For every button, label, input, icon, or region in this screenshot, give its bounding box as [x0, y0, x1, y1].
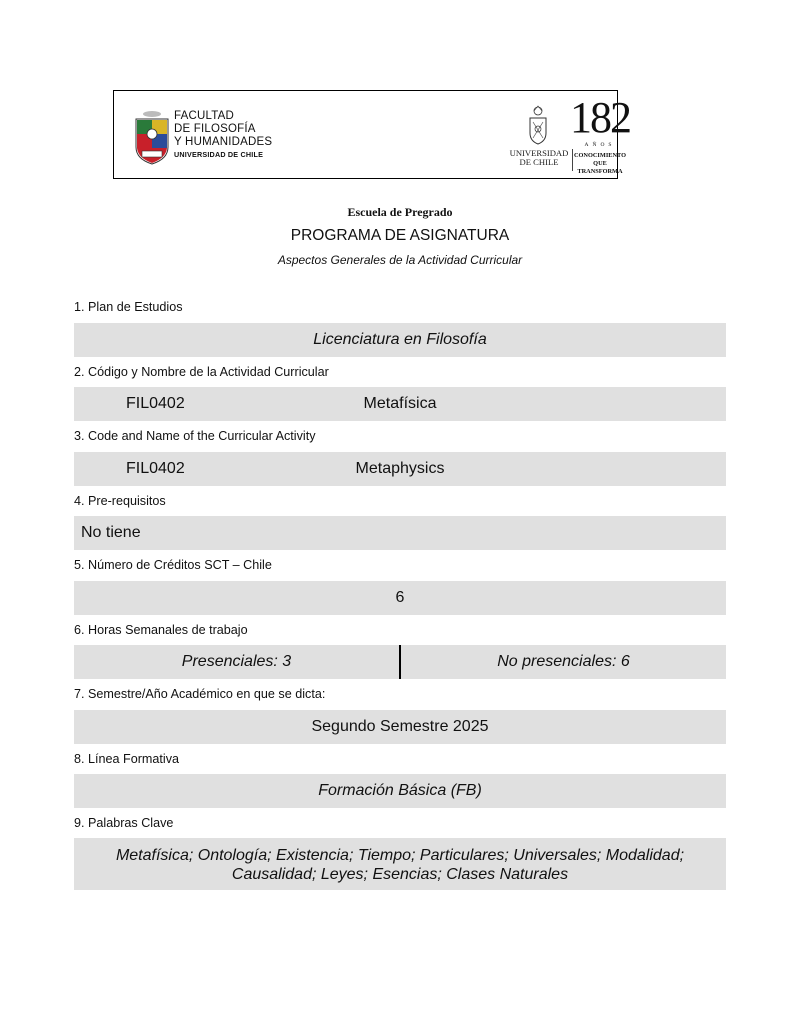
linea-value: Formación Básica (FB)	[318, 782, 482, 799]
anniversary-number: 182	[570, 93, 630, 142]
semestre-label: 7. Semestre/Año Académico en que se dicta:	[74, 687, 326, 701]
code-en-field	[74, 452, 726, 486]
horas-label: 6. Horas Semanales de trabajo	[74, 623, 248, 637]
plan-value: Licenciatura en Filosofía	[313, 331, 487, 348]
codigo-code: FIL0402	[126, 395, 185, 412]
uchile-wordmark	[506, 149, 572, 167]
prereq-value: No tiene	[81, 524, 141, 541]
anniversary-motto	[572, 152, 628, 176]
codigo-name: Metafísica	[363, 395, 437, 412]
school-name: Escuela de Pregrado	[347, 205, 453, 219]
semestre-field	[74, 710, 726, 744]
codigo-field	[74, 387, 726, 421]
anniversary-motto-line-2: QUE TRANSFORMA	[577, 160, 623, 175]
uchile-line-2: DE CHILE	[519, 157, 559, 167]
header-banner	[113, 90, 630, 179]
uchile-crest-logo	[527, 105, 549, 145]
linea-label: 8. Línea Formativa	[74, 752, 179, 766]
faculty-line-2: DE FILOSOFÍA	[174, 123, 256, 135]
code-en-code: FIL0402	[126, 460, 185, 477]
faculty-university: UNIVERSIDAD DE CHILE	[174, 150, 264, 159]
horas-field	[74, 645, 726, 679]
plan-label: 1. Plan de Estudios	[74, 300, 183, 314]
faculty-line-3: Y HUMANIDADES	[174, 136, 273, 148]
uchile-line-1: UNIVERSIDAD	[509, 148, 569, 158]
plan-field	[74, 323, 726, 357]
prereq-label: 4. Pre-requisitos	[74, 494, 166, 508]
creditos-field	[74, 581, 726, 615]
anniversary-years: AÑOS	[584, 142, 616, 148]
faculty-line-1: FACULTAD	[174, 110, 234, 122]
linea-field	[74, 774, 726, 808]
code-en-label: 3. Code and Name of the Curricular Activity	[74, 429, 316, 443]
faculty-crest-logo	[134, 109, 170, 165]
document-subtitle: Aspectos Generales de la Actividad Curricular	[277, 253, 523, 267]
horas-no-presenciales: No presenciales: 6	[497, 653, 630, 670]
horas-presenciales: Presenciales: 3	[181, 653, 292, 670]
semestre-value: Segundo Semestre 2025	[311, 718, 489, 735]
faculty-wordmark	[174, 110, 272, 161]
palabras-line-2: Causalidad; Leyes; Esencias; Clases Naturales	[231, 866, 569, 883]
palabras-line-1: Metafísica; Ontología; Existencia; Tiempo; Particulares; Universales; Modalidad;	[115, 847, 685, 864]
palabras-label: 9. Palabras Clave	[74, 816, 174, 830]
codigo-label: 2. Código y Nombre de la Actividad Curricular	[74, 365, 329, 379]
prereq-field	[74, 516, 726, 550]
creditos-value: 6	[395, 589, 405, 606]
palabras-field	[74, 838, 726, 890]
creditos-label: 5. Número de Créditos SCT – Chile	[74, 558, 272, 572]
code-en-name: Metaphysics	[355, 460, 445, 477]
document-title: PROGRAMA DE ASIGNATURA	[290, 227, 510, 244]
anniversary-motto-line-1: CONOCIMIENTO	[573, 152, 626, 159]
